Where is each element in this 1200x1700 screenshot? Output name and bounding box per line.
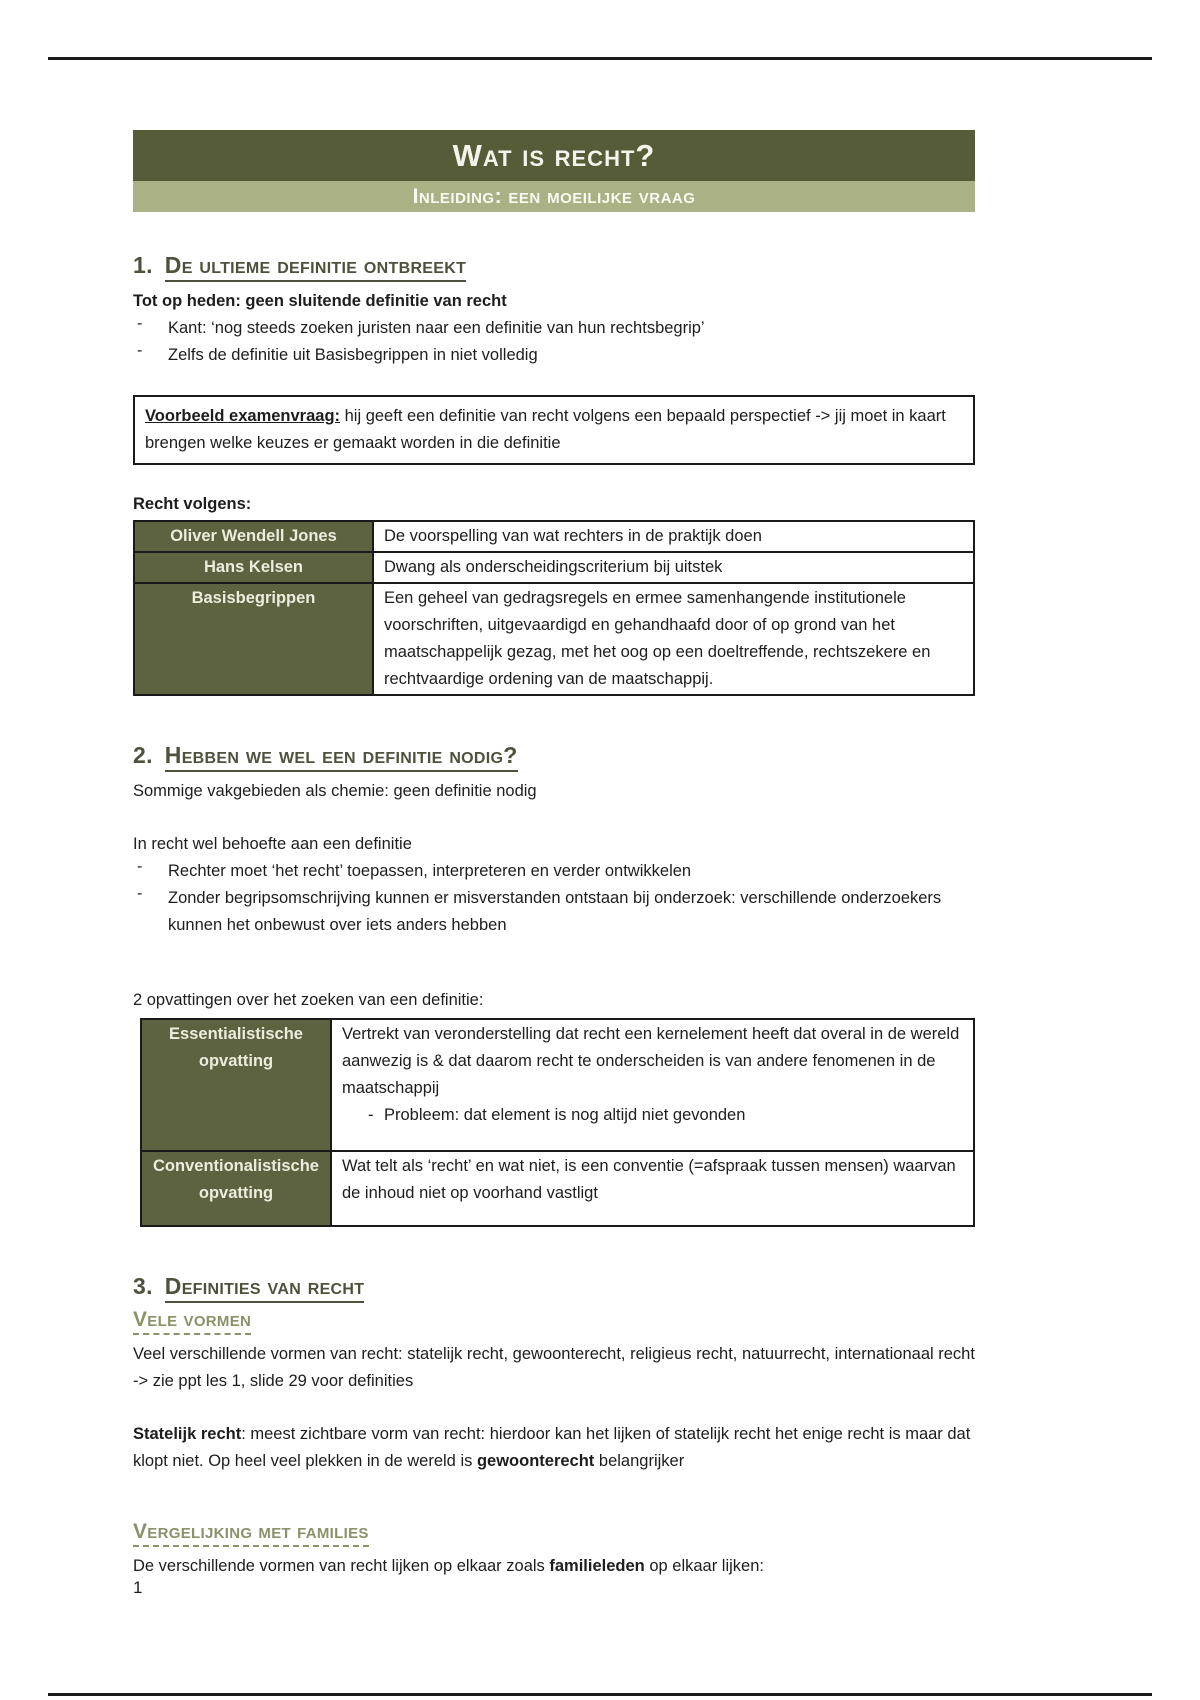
list-item xyxy=(133,885,975,939)
families-paragraph xyxy=(133,1553,975,1580)
table-row xyxy=(134,521,974,552)
list-item-text: Zonder begripsomschrijving kunnen er misverstanden ontstaan bij onderzoek: verschillende onderzoekers kunnen het onbewust over iets anders hebben xyxy=(168,889,942,934)
opvattingen-table xyxy=(140,1018,975,1227)
section-2-heading xyxy=(133,740,975,770)
table-definition-cell: Een geheel van gedragsregels en ermee samenhangende institutionele voorschriften, uitgevaardigd en gehandhaafd door of op grond van het maatschappelijk gezag, met het oog op een doeltreffende, rechtszekere en rechtvaardige ordening van de maatschappij. xyxy=(373,583,974,695)
section-1-number: 1. xyxy=(133,252,153,278)
table-label-cell: Conventionalistische opvatting xyxy=(141,1151,331,1226)
cell-bullet-item xyxy=(342,1102,963,1129)
text-run: : meest zichtbare vorm van recht: hierdoor kan het lijken of statelijk recht het enige recht is maar dat klopt niet. Op heel veel plekken in de wereld is xyxy=(133,1425,971,1470)
table-row xyxy=(134,552,974,583)
dash-bullet: - xyxy=(137,342,143,359)
table-row xyxy=(134,583,974,695)
table-label-cell: Hans Kelsen xyxy=(134,552,373,583)
dash-bullet: - xyxy=(137,885,143,902)
section-3-heading xyxy=(133,1271,975,1301)
page-top-rule xyxy=(48,57,1152,60)
dash-bullet: - xyxy=(137,315,143,332)
exam-question-label: Voorbeeld examenvraag: xyxy=(145,407,341,425)
list-item xyxy=(133,315,975,342)
list-item xyxy=(133,858,975,885)
section-1-title: De ultieme definitie ontbreekt xyxy=(165,252,466,282)
section-3-title: Definities van recht xyxy=(165,1273,365,1303)
text-run: belangrijker xyxy=(594,1452,685,1470)
subsection-title: Vergelijking met families xyxy=(133,1520,369,1547)
exam-question-text: hij geeft een definitie van recht volgens een bepaald perspectief -> jij moet in kaart brengen welke keuzes er gemaakt worden in die definitie xyxy=(145,407,946,452)
table-definition-cell: De voorspelling van wat rechters in de praktijk doen xyxy=(373,521,974,552)
section-1-lead: Tot op heden: geen sluitende definitie van recht xyxy=(133,292,507,310)
list-item xyxy=(133,342,975,369)
bold-run: familieleden xyxy=(549,1557,645,1575)
cell-text: Wat telt als ‘recht’ en wat niet, is een conventie (=afspraak tussen mensen) waarvan de inhoud niet op voorhand vastligt xyxy=(342,1157,956,1202)
table-definition-cell xyxy=(331,1151,974,1226)
vele-vormen-paragraph: Veel verschillende vormen van recht: statelijk recht, gewoonterecht, religieus recht, natuurrecht, internationaal recht -> zie ppt les 1, slide 29 voor definities xyxy=(133,1345,975,1390)
table-row xyxy=(141,1151,974,1226)
subsection-vergelijking-heading xyxy=(133,1519,975,1545)
subsection-vele-vormen-heading xyxy=(133,1307,975,1333)
section-2-title: Hebben we wel een definitie nodig? xyxy=(165,742,518,772)
list-item-text: Rechter moet ‘het recht’ toepassen, interpreteren en verder ontwikkelen xyxy=(168,862,692,880)
table-1-caption: Recht volgens: xyxy=(133,495,252,513)
subsection-title: Vele vormen xyxy=(133,1308,251,1335)
section-2-line2: In recht wel behoefte aan een definitie xyxy=(133,835,412,853)
statelijk-recht-paragraph xyxy=(133,1421,975,1475)
cell-bullet-text: Probleem: dat element is nog altijd niet gevonden xyxy=(384,1106,746,1124)
table-row xyxy=(141,1019,974,1151)
section-1-heading xyxy=(133,250,975,280)
exam-question-box xyxy=(133,395,975,465)
section-3-number: 3. xyxy=(133,1273,153,1299)
list-item-text: Kant: ‘nog steeds zoeken juristen naar een definitie van hun rechtsbegrip’ xyxy=(168,319,705,337)
document-content xyxy=(133,130,975,1580)
table-definition-cell xyxy=(331,1019,974,1151)
dash-bullet: - xyxy=(368,1106,374,1124)
table-definition-cell: Dwang als onderscheidingscriterium bij uitstek xyxy=(373,552,974,583)
text-run: op elkaar lijken: xyxy=(644,1557,764,1575)
cell-text: Vertrekt van veronderstelling dat recht een kernelement heeft dat overal in de wereld aanwezig is & dat daarom recht te onderscheiden is van andere fenomenen in de maatschappij xyxy=(342,1025,960,1097)
list-item-text: Zelfs de definitie uit Basisbegrippen in niet volledig xyxy=(168,346,538,364)
bold-run: gewoonterecht xyxy=(476,1452,595,1470)
recht-volgens-table xyxy=(133,520,975,696)
section-2-line1: Sommige vakgebieden als chemie: geen definitie nodig xyxy=(133,782,537,800)
subtitle-banner: Inleiding: een moeilijke vraag xyxy=(133,181,975,212)
page-bottom-rule xyxy=(48,1693,1152,1696)
section-2-bullet-list xyxy=(133,858,975,939)
section-1-bullet-list xyxy=(133,315,975,369)
table-label-cell: Oliver Wendell Jones xyxy=(134,521,373,552)
table-label-cell: Essentialistische opvatting xyxy=(141,1019,331,1151)
bold-run: Statelijk recht xyxy=(133,1425,242,1443)
section-2-number: 2. xyxy=(133,742,153,768)
table-label-cell: Basisbegrippen xyxy=(134,583,373,695)
title-banner: Wat is recht? xyxy=(133,130,975,181)
page-number: 1 xyxy=(133,1578,143,1597)
text-run: De verschillende vormen van recht lijken op elkaar zoals xyxy=(133,1557,550,1575)
dash-bullet: - xyxy=(137,858,143,875)
table-2-caption: 2 opvattingen over het zoeken van een definitie: xyxy=(133,991,484,1009)
